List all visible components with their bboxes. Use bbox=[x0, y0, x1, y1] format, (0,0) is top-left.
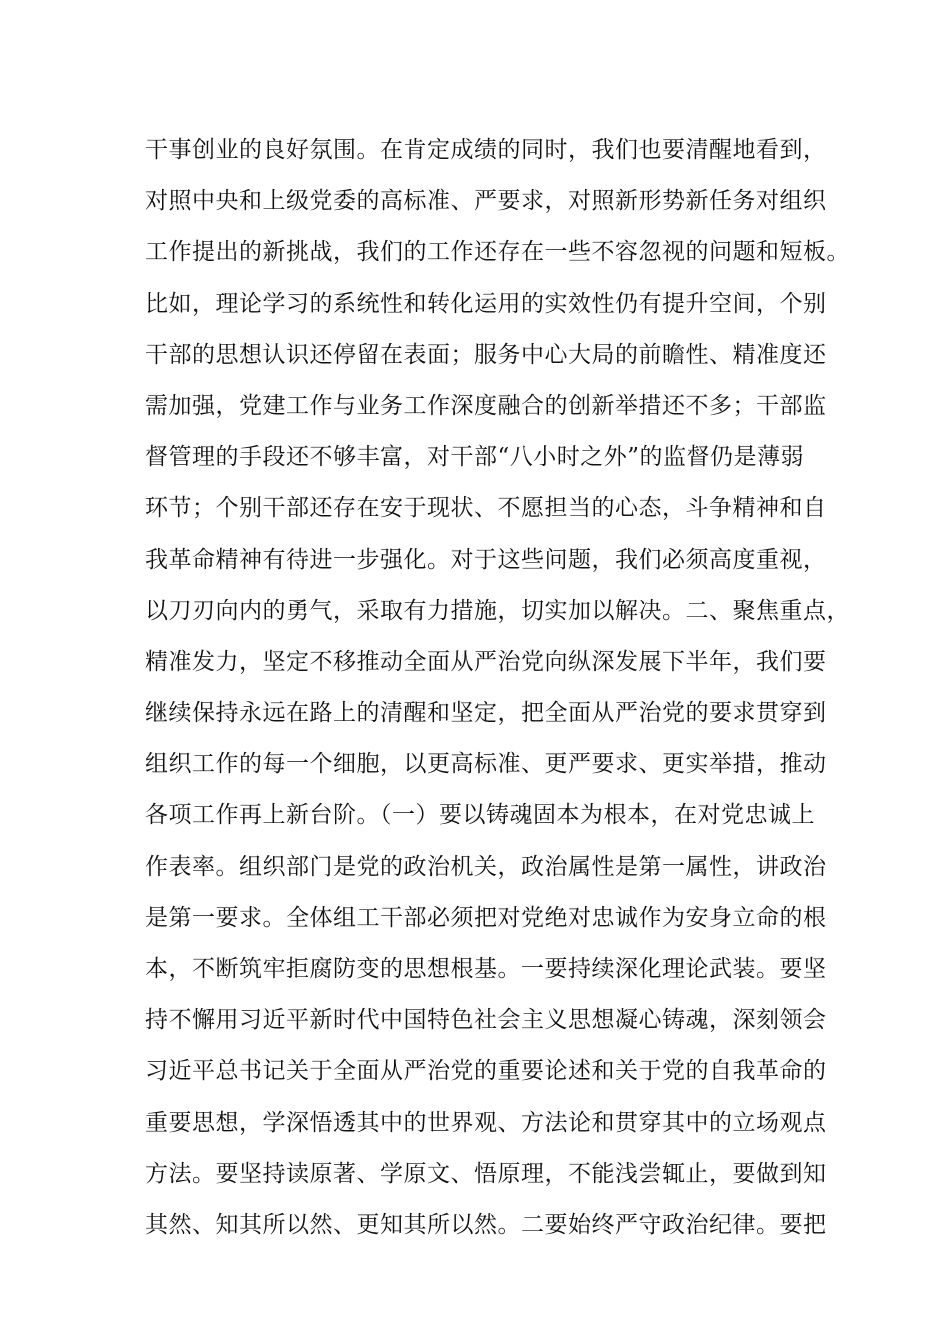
body-text bbox=[145, 130, 850, 1256]
text-line: 干部的思想认识还停留在表面；服务中心大局的前瞻性、精准度还 bbox=[145, 341, 827, 368]
text-line: 环节；个别干部还存在安于现状、不愿担当的心态，斗争精神和自 bbox=[145, 495, 827, 522]
text-line: 习近平总书记关于全面从严治党的重要论述和关于党的自我革命的 bbox=[145, 1058, 827, 1085]
text-line: 组织工作的每一个细胞，以更高标准、更严要求、更实举措，推动 bbox=[145, 751, 827, 778]
text-line: 工作提出的新挑战，我们的工作还存在一些不容忽视的问题和短板。 bbox=[145, 239, 850, 266]
text-line: 以刀刃向内的勇气，采取有力措施，切实加以解决。二、聚焦重点， bbox=[145, 597, 850, 624]
text-line: 我革命精神有待进一步强化。对于这些问题，我们必须高度重视， bbox=[145, 546, 827, 573]
text-line: 重要思想，学深悟透其中的世界观、方法论和贯穿其中的立场观点 bbox=[145, 1109, 827, 1136]
text-line: 方法。要坚持读原著、学原文、悟原理，不能浅尝辄止，要做到知 bbox=[145, 1160, 827, 1187]
text-line: 各项工作再上新台阶。（一）要以铸魂固本为根本，在对党忠诚上 bbox=[145, 802, 815, 829]
text-line: 本，不断筑牢拒腐防变的思想根基。一要持续深化理论武装。要坚 bbox=[145, 956, 827, 982]
text-line: 干事创业的良好氛围。在肯定成绩的同时，我们也要清醒地看到， bbox=[145, 137, 827, 163]
text-line: 持不懈用习近平新时代中国特色社会主义思想凝心铸魂，深刻领会 bbox=[145, 1007, 827, 1034]
text-line: 精准发力，坚定不移推动全面从严治党向纵深发展下半年，我们要 bbox=[145, 648, 827, 675]
text-line: 继续保持永远在路上的清醒和坚定，把全面从严治党的要求贯穿到 bbox=[145, 700, 827, 727]
text-line: 是第一要求。全体组工干部必须把对党绝对忠诚作为安身立命的根 bbox=[145, 904, 827, 931]
text-line: 督管理的手段还不够丰富，对干部“八小时之外”的监督仍是薄弱 bbox=[145, 444, 805, 471]
text-line: 作表率。组织部门是党的政治机关，政治属性是第一属性，讲政治 bbox=[145, 853, 827, 880]
text-line: 需加强，党建工作与业务工作深度融合的创新举措还不多；干部监 bbox=[145, 392, 827, 419]
text-line: 比如，理论学习的系统性和转化运用的实效性仍有提升空间，个别 bbox=[145, 290, 827, 317]
text-line: 对照中央和上级党委的高标准、严要求，对照新形势新任务对组织 bbox=[145, 188, 827, 215]
text-line: 其然、知其所以然、更知其所以然。二要始终严守政治纪律。要把 bbox=[145, 1211, 827, 1238]
